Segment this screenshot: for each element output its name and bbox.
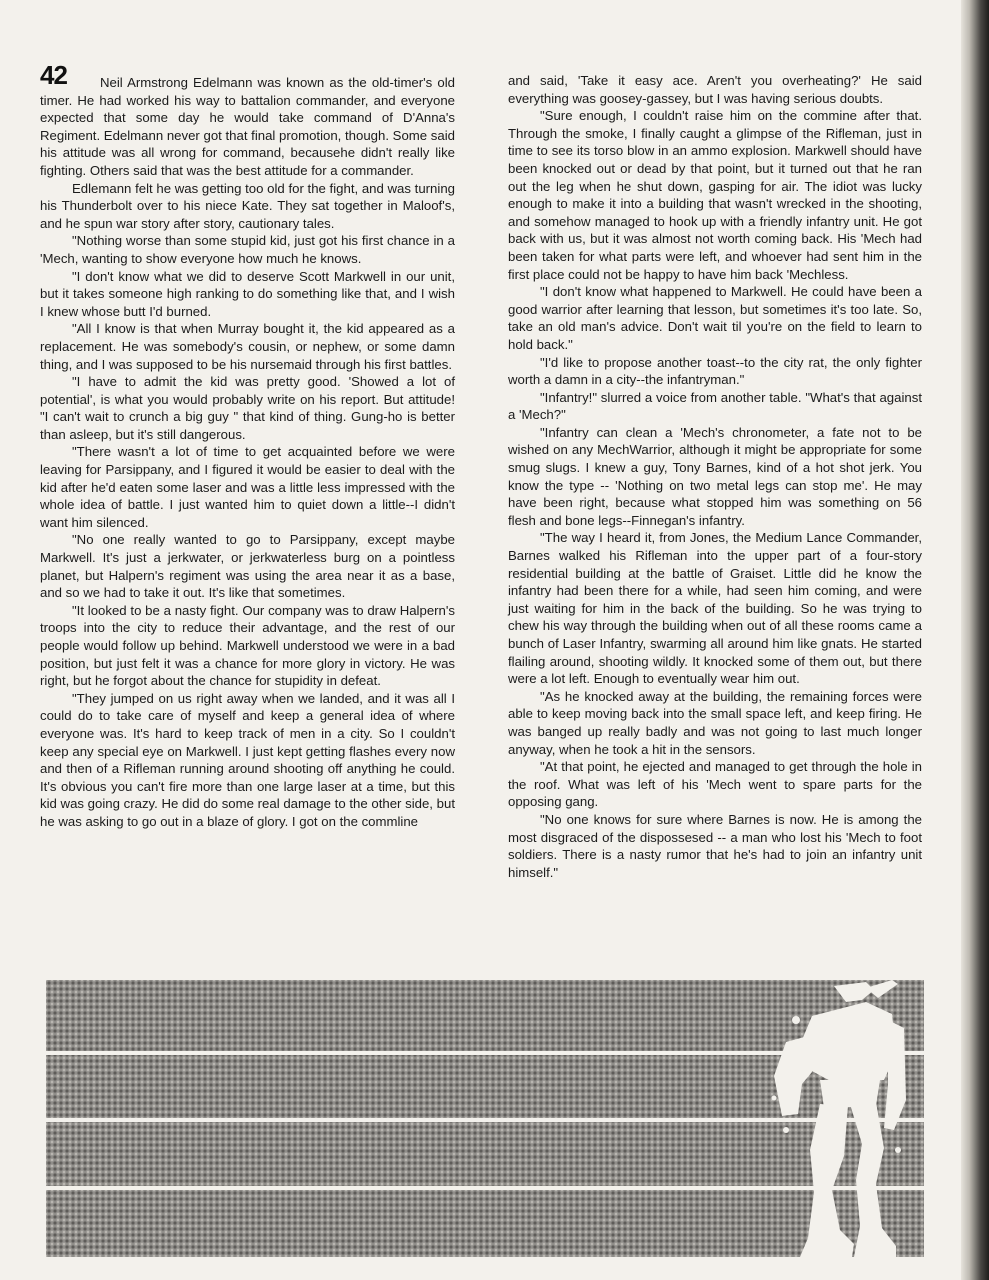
paragraph: "I don't know what we did to deserve Scott Markwell in our unit, but it takes someone high ranking to do something like that, and I wish I knew whose butt I'd burned. [40, 268, 455, 319]
paragraph: Edlemann felt he was getting too old for the fight, and was turning his Thunderbolt over to his niece Kate. They sat together in Maloof's, and he spun war story after story, cautionary tales. [40, 180, 455, 231]
paragraph: "No one knows for sure where Barnes is now. He is among the most disgraced of the dispossesed -- a man who lost his 'Mech to foot soldiers. There is a nasty rumor that he's had to join an infantry unit himself." [508, 811, 922, 880]
right-text-column [508, 72, 922, 881]
paragraph: "They jumped on us right away when we landed, and it was all I could do to take care of myself and keep a general idea of where everyone was. It's hard to keep track of men in a city. So I couldn't keep any special eye on Markwell. I just kept getting flashes every now and then of a Rifleman running around shooting off anything he could. It's obvious you can't fire more than one large laser at a time, but this kid was going crazy. He did do some real damage to the other side, but he was asking to go out in a blaze of glory. I got on the commline [40, 690, 455, 829]
halftone-banner-illustration [46, 980, 924, 1257]
paragraph: "All I know is that when Murray bought it, the kid appeared as a replacement. He was somebody's cousin, or nephew, or some damn thing, and I was supposed to be his nursemaid through his first battles. [40, 321, 455, 372]
paragraph: "No one really wanted to go to Parsippany, except maybe Markwell. It's just a jerkwater, or jerkwaterless burg on a pointless planet, but Halpern's regiment was using the area near it as a base, and so we had to take it out. It's like that sometimes. [40, 532, 455, 601]
paragraph: and said, 'Take it easy ace. Aren't you overheating?' He said everything was goosey-gassey, but I was having serious doubts. [508, 73, 922, 106]
paragraph: "I'd like to propose another toast--to the city rat, the only fighter worth a damn in a city--the infantryman." [508, 354, 922, 388]
paragraph: "As he knocked away at the building, the remaining forces were able to keep moving back into the small space left, and keep firing. He was banged up really badly and was not going to last much longer anyway, when he took a hit in the sensors. [508, 688, 922, 757]
page-number: 42 [40, 60, 67, 90]
paragraph: "There wasn't a lot of time to get acquainted before we were leaving for Parsippany, and I figured it would be easier to deal with the kid after he'd eaten some laser and was a little less impressed with the whole idea of battle. I just wanted him to quiet down a little--I didn't want him silenced. [40, 444, 455, 530]
paragraph: Neil Armstrong Edelmann was known as the old-timer's old timer. He had worked his way to battalion commander, and everyone expected that some day he would take command of D'Anna's Regiment. Edelmann never got that final promotion, though. Some said his attitude was all wrong for command, becausehe didn't really like fighting. Others said that was the best attitude for a commander. [40, 75, 455, 178]
paragraph: "I don't know what happened to Markwell. He could have been a good warrior after learning that lesson, but sometimes it's too late. So, take an old man's advice. Don't wait til you're on the field to learn to hold back." [508, 284, 922, 352]
page-binding-shadow [961, 0, 989, 1280]
paragraph: "Sure enough, I couldn't raise him on the commine after that. Through the smoke, I finally caught a glimpse of the Rifleman, just in time to see its torso blow in an ammo explosion. Markwell should have been knocked out or dead by that point, but it turned out that he ran out the leg when he shut down, gasping for air. The idiot was lucky enough to make it into a building that wasn't wrecked in the shooting, and somehow managed to hook up with a friendly infantry unit. He got back with us, but it was almost not worth coming back. His 'Mech had been taken for what parts were left, and whoever had sent him in the first place could not be happy to have him back 'Mechless. [508, 108, 922, 282]
paragraph: "Nothing worse than some stupid kid, just got his first chance in a 'Mech, wanting to show everyone how much he knows. [40, 233, 455, 266]
paragraph: "It looked to be a nasty fight. Our company was to draw Halpern's troops into the city to reduce their advantage, and the rest of our people would follow up behind. Markwell understood we were in a bad position, but just felt it was a chance for more glory in victory. He was right, but he forgot about the chance for stupidity in defeat. [40, 602, 455, 689]
left-text-column [40, 74, 455, 831]
paragraph: "Infantry can clean a 'Mech's chronometer, a fate not to be wished on any MechWarrior, although it might be appropriate for some smug slugs. I knew a guy, Tony Barnes, kind of a hot shot jerk. You know the type -- 'Nothing on two metal legs can stop me'. He may have been right, because what stopped him was something on 56 flesh and bone legs--Finnegan's infantry. [508, 424, 922, 528]
battlemech-silhouette-icon [716, 980, 906, 1257]
paragraph: "I have to admit the kid was pretty good. 'Showed a lot of potential', is what you would probably write on his report. But attitude! "I can't wait to crunch a big guy " that kind of thing. Gung-ho is better than asleep, but it's still dangerous. [40, 374, 455, 442]
paragraph: "The way I heard it, from Jones, the Medium Lance Commander, Barnes walked his Rifleman into the upper part of a four-story residential building at the battle of Graiset. Little did he know the infantry had been there for a while, had seen him coming, and were just waiting for him in the back of the building. So he was trying to chew his way through the building when out of all these rooms came a bunch of Laser Infantry, swarming all around him like gnats. He started flailing around, shooting wildly. It knocked some of them out, but there were a lot left. Enough to eventually wear him out. [508, 530, 922, 687]
paragraph: "Infantry!" slurred a voice from another table. "What's that against a 'Mech?" [508, 389, 922, 423]
paragraph: "At that point, he ejected and managed to get through the hole in the roof. What was left of his 'Mech went to spare parts for the opposing gang. [508, 759, 922, 810]
